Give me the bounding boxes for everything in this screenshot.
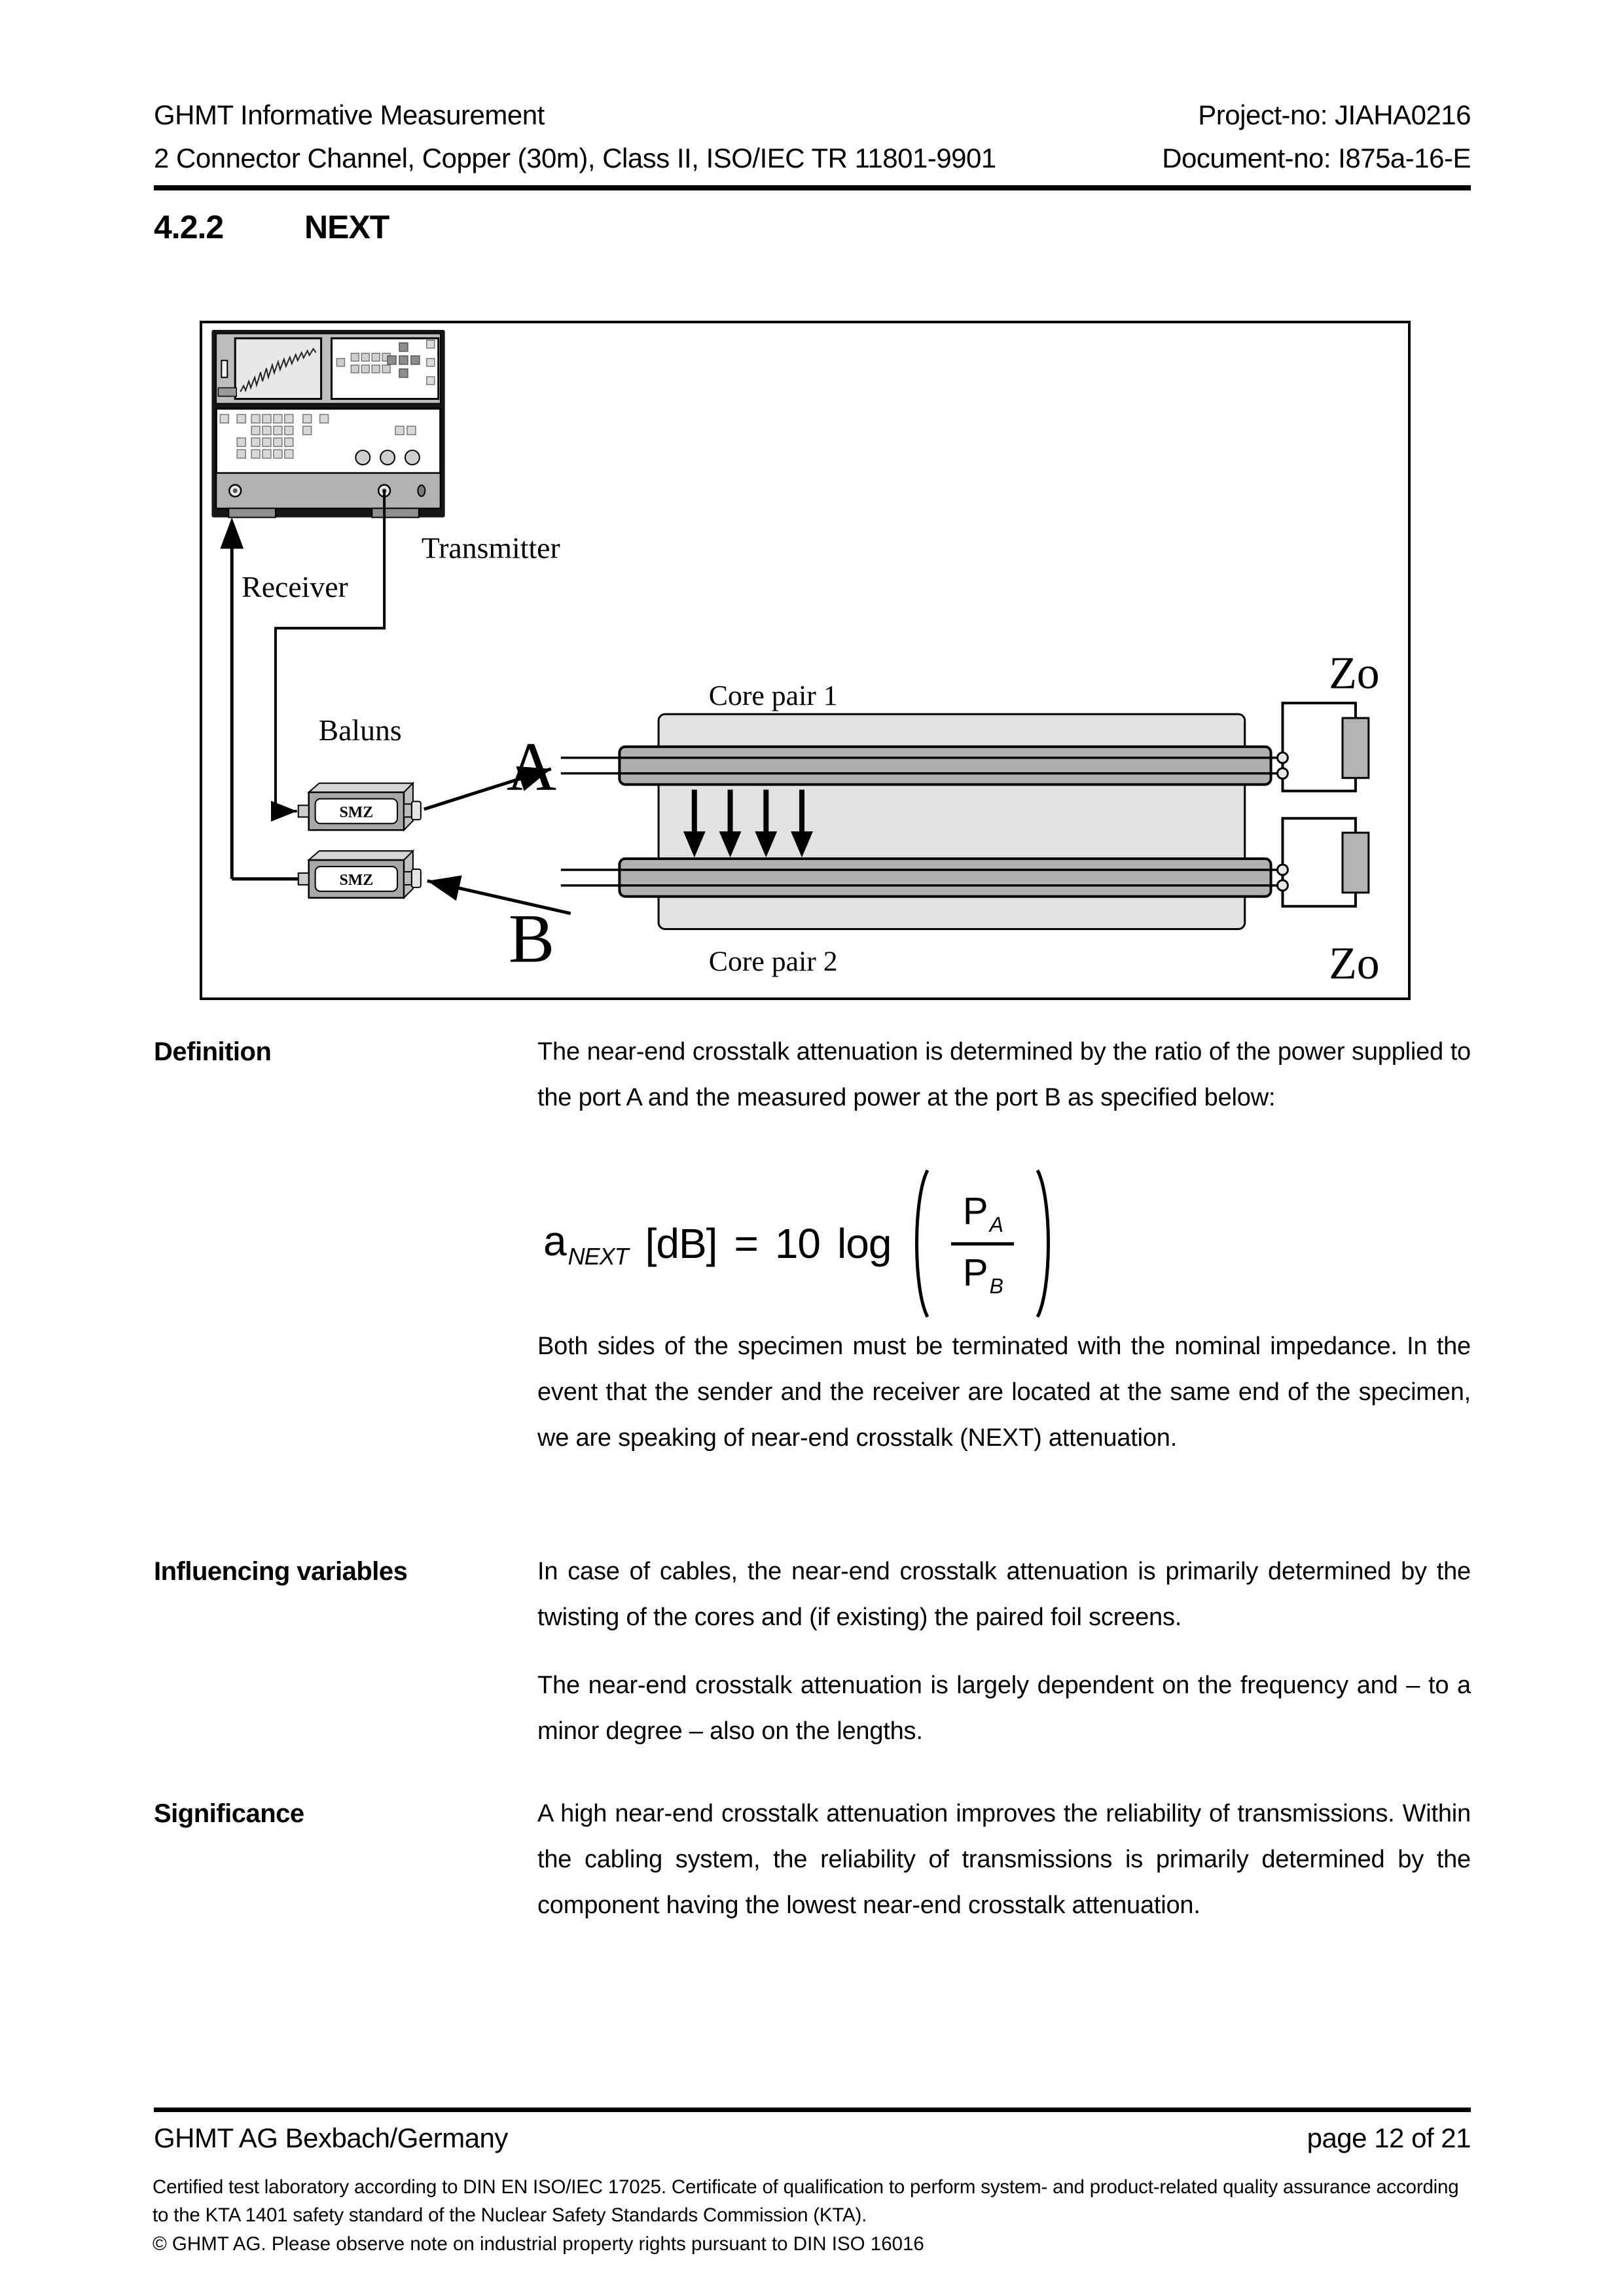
influencing-section-2 <box>154 1662 1471 1754</box>
formula-unit: [dB] <box>645 1220 717 1267</box>
termination-top <box>1277 703 1368 791</box>
significance-label: Significance <box>154 1799 304 1828</box>
definition-note-section <box>154 1323 1471 1461</box>
section-number: 4.2.2 <box>154 209 224 245</box>
connector-strip <box>216 473 440 509</box>
significance-section <box>154 1791 1471 1928</box>
network-analyzer <box>211 330 444 518</box>
influencing-label: Influencing variables <box>154 1557 408 1586</box>
balun-bottom-label: SMZ <box>339 871 374 889</box>
footer-company: GHMT AG Bexbach/Germany <box>154 2123 508 2153</box>
termination-bottom <box>1277 818 1368 906</box>
section-title: NEXT <box>304 209 389 245</box>
influencing-paragraph-2: The near-end crosstalk attenuation is largely dependent on the frequency and – to a minor degree – also on the lengths. <box>537 1672 1471 1745</box>
definition-note: Both sides of the specimen must be terminated with the nominal impedance. In the event that the sender and the receiver are located at the same end of the specimen, we are speaking of near-end crosstalk (NEXT) attenuation. <box>537 1333 1471 1452</box>
port-a-label: A <box>506 728 557 805</box>
core-pair-1-label: Core pair 1 <box>708 680 838 712</box>
formula-variable: a <box>543 1217 566 1265</box>
influencing-spacer <box>154 1662 537 1754</box>
analyzer-slot <box>221 361 227 378</box>
definition-intro: The near-end crosstalk attenuation is determined by the ratio of the power supplied to the port A and the measured power at the port B as specified below: <box>537 1038 1471 1111</box>
formula-function: log <box>837 1220 892 1267</box>
formula-equals: = <box>734 1220 758 1267</box>
header-document-no: Document-no: I875a-16-E <box>1162 143 1471 173</box>
formula-numerator <box>963 1189 1003 1237</box>
section-heading <box>154 208 389 246</box>
influencing-section <box>154 1549 1471 1640</box>
right-paren-icon <box>1034 1168 1057 1319</box>
left-paren-icon <box>908 1168 931 1319</box>
header-title: GHMT Informative Measurement <box>154 99 545 130</box>
core-pair-2-bar <box>619 859 1271 897</box>
next-measurement-diagram <box>200 321 1411 1000</box>
influencing-paragraph-1: In case of cables, the near-end crosstalk attenuation is primarily determined by the twisting of the cores and (if existing) the paired foil screens. <box>537 1558 1471 1631</box>
page-footer <box>154 2123 1471 2154</box>
diagram-canvas <box>202 323 1408 997</box>
header-rule <box>154 185 1471 190</box>
footer-certification: Certified test laboratory according to DIN EN ISO/IEC 17025. Certificate of qualification to perform system- and product-related quality assurance according to the KTA 1401 safety standard of the Nuclear Safety Standards Commission (KTA). <box>153 2176 1459 2226</box>
formula-denominator <box>963 1251 1003 1299</box>
formula-lhs <box>543 1217 628 1270</box>
header-subtitle: 2 Connector Channel, Copper (30m), Class II, ISO/IEC TR 11801-9901 <box>154 143 996 173</box>
transmitter-label: Transmitter <box>421 531 560 565</box>
balun-bottom <box>298 851 421 898</box>
core-pair-2-label: Core pair 2 <box>708 946 838 978</box>
footer-copyright: © GHMT AG. Please observe note on industrial property rights pursuant to DIN ISO 16016 <box>153 2233 924 2255</box>
baluns-label: Baluns <box>318 713 402 747</box>
numerator-base: P <box>962 1189 988 1232</box>
transmitter-line <box>276 490 384 812</box>
next-formula <box>543 1166 1057 1321</box>
denominator-sub: B <box>989 1274 1003 1298</box>
definition-label: Definition <box>154 1037 272 1066</box>
definition-section <box>154 1029 1471 1121</box>
formula-variable-sub: NEXT <box>568 1243 628 1270</box>
side-keys <box>427 340 435 385</box>
formula-fraction <box>951 1189 1014 1299</box>
footer-page-number: page 12 of 21 <box>1307 2123 1471 2153</box>
header-project-no: Project-no: JIAHA0216 <box>1198 99 1471 130</box>
core-pair-1-bar <box>619 747 1271 785</box>
footer-rule <box>154 2108 1471 2112</box>
numerator-sub: A <box>989 1212 1003 1236</box>
balun-top-label: SMZ <box>339 804 374 821</box>
zo-top-label: Zo <box>1329 648 1380 699</box>
significance-paragraph: A high near-end crosstalk attenuation improves the reliability of transmissions. Within the cabling system, the reliability of transmissions is primarily determined by the component having the lowest near-end crosstalk attenuation. <box>537 1800 1471 1919</box>
receiver-label: Receiver <box>242 569 348 603</box>
definition-note-spacer <box>154 1323 537 1461</box>
analyzer-foot-right <box>372 509 419 518</box>
page-header <box>154 99 1471 174</box>
analyzer-drive <box>218 388 236 397</box>
fraction-bar <box>951 1242 1014 1246</box>
formula-factor: 10 <box>774 1220 821 1267</box>
zo-bottom-label: Zo <box>1329 939 1380 990</box>
balun-top <box>298 783 421 831</box>
analyzer-screen <box>235 338 321 399</box>
port-b-label: B <box>508 900 555 977</box>
denominator-base: P <box>962 1251 988 1294</box>
analyzer-knobs <box>355 450 420 465</box>
analyzer-foot-left <box>228 509 276 518</box>
